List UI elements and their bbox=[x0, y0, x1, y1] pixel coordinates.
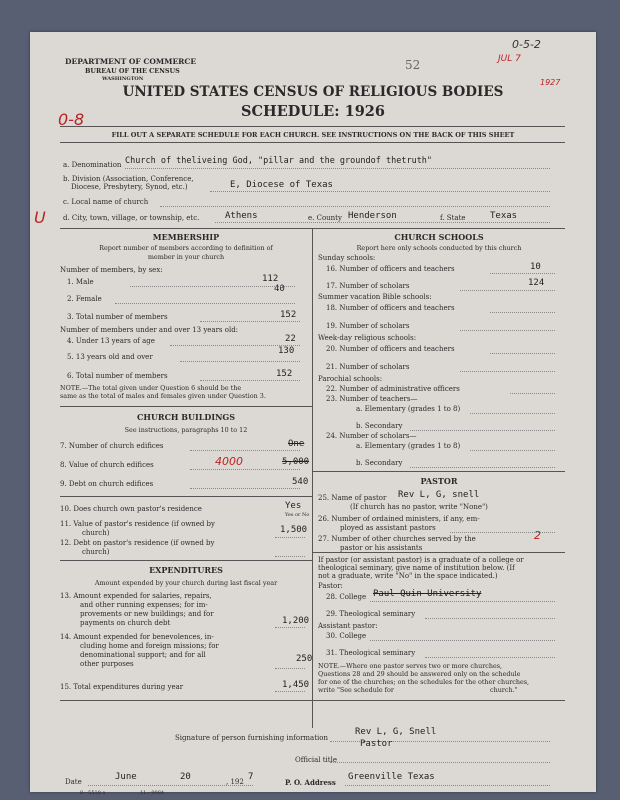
bureau-label: BUREAU OF THE CENSUS bbox=[85, 67, 180, 75]
q14-label-1: 14. Amount expended for benevolences, in- bbox=[60, 633, 214, 641]
q9-label: 9. Debt on church edifices bbox=[60, 480, 154, 488]
q22-label: 22. Number of administrative officers bbox=[326, 385, 460, 393]
official-title-label: Official title bbox=[295, 756, 337, 764]
q8-label: 8. Value of church edifices bbox=[60, 461, 154, 469]
denomination-label: a. Denomination bbox=[63, 161, 122, 169]
expenditures-sub: Amount expended by your church during last fiscal year bbox=[94, 579, 278, 587]
q13-value: 1,200 bbox=[282, 616, 310, 626]
q8-value: 5,000 bbox=[282, 457, 310, 467]
buildings-heading: CHURCH BUILDINGS bbox=[137, 412, 235, 422]
q6-label: 6. Total number of members bbox=[67, 372, 168, 380]
annotation-year: 1927 bbox=[540, 78, 561, 87]
q14-label-3: denominational support; and for all bbox=[80, 651, 206, 659]
schools-sub: Report here only schools conducted by this church bbox=[356, 244, 522, 252]
q9-value: 540 bbox=[292, 477, 309, 487]
q6-value: 152 bbox=[276, 369, 293, 379]
q15-value: 1,450 bbox=[282, 680, 310, 690]
pastor-note2-1: NOTE.—Where one pastor serves two or more churches, bbox=[318, 662, 503, 670]
po-address-label: P. O. Address bbox=[285, 778, 336, 787]
county-value: Henderson bbox=[348, 211, 397, 221]
schools-heading: CHURCH SCHOOLS bbox=[394, 232, 484, 242]
date-label: Date bbox=[65, 778, 82, 786]
official-title-value: Pastor bbox=[360, 739, 393, 749]
sunday-heading: Sunday schools: bbox=[318, 254, 376, 262]
q4-value: 22 bbox=[285, 334, 296, 344]
q7-value: One bbox=[288, 439, 305, 449]
q10-hint: Yes or No bbox=[285, 512, 310, 518]
q13-label-2: and other running expenses; for im- bbox=[80, 601, 208, 609]
q23a-label: a. Elementary (grades 1 to 8) bbox=[356, 405, 461, 413]
annotation-date: JUL 7 bbox=[498, 54, 521, 64]
pastor-note-3: not a graduate, write "No" in the space indicated.) bbox=[318, 572, 498, 580]
buildings-sub: See instructions, paragraphs 10 to 12 bbox=[124, 426, 248, 434]
membership-sub1: Report number of members according to definition of bbox=[99, 244, 273, 252]
parochial-heading: Parochial schools: bbox=[318, 375, 383, 383]
state-label: f. State bbox=[440, 214, 466, 222]
city-value: Athens bbox=[225, 211, 258, 221]
q29-label: 29. Theological seminary bbox=[326, 610, 416, 618]
q10-label: 10. Does church own pastor's residence bbox=[60, 505, 202, 513]
county-label: e. County bbox=[308, 214, 342, 222]
q31-label: 31. Theological seminary bbox=[326, 649, 416, 657]
pastor-note2-2: Questions 28 and 29 should be answered only on the schedule bbox=[318, 670, 521, 678]
q26-label: 26. Number of ordained ministers, if any, em- bbox=[318, 515, 480, 523]
date-month: June bbox=[115, 772, 137, 782]
date-year-prefix: , 192 bbox=[226, 778, 244, 786]
local-name-label: c. Local name of church bbox=[63, 198, 149, 206]
department-label: DEPARTMENT OF COMMERCE bbox=[65, 57, 197, 66]
city-field-label: d. City, town, village, or township, etc. bbox=[63, 214, 200, 222]
q11-value: 1,500 bbox=[280, 525, 308, 535]
q18-label: 18. Number of officers and teachers bbox=[326, 304, 455, 312]
expenditures-heading: EXPENDITURES bbox=[149, 565, 223, 575]
q14-label-4: other purposes bbox=[80, 660, 134, 668]
q19-label: 19. Number of scholars bbox=[326, 322, 410, 330]
pastor-heading: PASTOR bbox=[420, 476, 458, 486]
q23b-label: b. Secondary bbox=[356, 422, 403, 430]
denomination-value: Church of theliveing God, "pillar and the groundof thetruth" bbox=[125, 156, 433, 166]
pastor-note-1: If pastor (or assistant pastor) is a graduate of a college or bbox=[318, 556, 524, 564]
q13-label-1: 13. Amount expended for salaries, repairs, bbox=[60, 592, 212, 600]
q2-label: 2. Female bbox=[67, 295, 102, 303]
q24-label: 24. Number of scholars— bbox=[326, 432, 417, 440]
q16-label: 16. Number of officers and teachers bbox=[326, 265, 455, 273]
q13-label-4: payments on church debt bbox=[80, 619, 171, 627]
q30-label: 30. College bbox=[326, 632, 367, 640]
q12-label-2: church) bbox=[82, 548, 110, 556]
age-heading: Number of members under and over 13 years old: bbox=[60, 326, 239, 334]
q11-label: 11. Value of pastor's residence (if owned by bbox=[60, 520, 215, 528]
print-number: 11—9084 bbox=[140, 790, 165, 796]
city-label: WASHINGTON bbox=[102, 76, 144, 82]
pastor-note-2: theological seminary, give name of institution below. (If bbox=[318, 564, 515, 572]
q7-label: 7. Number of church edifices bbox=[60, 442, 164, 450]
membership-heading: MEMBERSHIP bbox=[152, 232, 220, 242]
division-value: E, Diocese of Texas bbox=[230, 180, 333, 190]
q8-hand-value: 4000 bbox=[215, 455, 243, 468]
instruction-line: FILL OUT A SEPARATE SCHEDULE FOR EACH CHURCH. SEE INSTRUCTIONS ON THE BACK OF THIS SHEET bbox=[111, 131, 515, 139]
q10-value: Yes bbox=[285, 501, 302, 511]
q12-label: 12. Debt on pastor's residence (if owned by bbox=[60, 539, 215, 547]
q25-hint: (If church has no pastor, write "None") bbox=[350, 503, 488, 511]
annotation-left-code: 0-8 bbox=[58, 110, 85, 129]
state-value: Texas bbox=[490, 211, 518, 221]
q25-label: 25. Name of pastor bbox=[318, 494, 387, 502]
q3-label: 3. Total number of members bbox=[67, 313, 168, 321]
q26-label-2: ployed as assistant pastors bbox=[340, 524, 436, 532]
q28-label: 28. College bbox=[326, 593, 367, 601]
q14-value: 250 bbox=[296, 654, 313, 664]
division-label: b. Division (Association, Conference, bbox=[63, 175, 194, 183]
po-address-value: Greenville Texas bbox=[348, 772, 435, 782]
membership-sub2: member in your church bbox=[147, 253, 225, 261]
form-subtitle: SCHEDULE: 1926 bbox=[241, 103, 385, 120]
annotation-left-mark: U bbox=[34, 208, 46, 227]
assistant-sublabel: Assistant pastor: bbox=[318, 622, 378, 630]
q17-value: 124 bbox=[528, 278, 545, 288]
q11-label-2: church) bbox=[82, 529, 110, 537]
form-number: 8—5518 a bbox=[80, 790, 106, 796]
membership-note-2: same as the total of males and females given under Question 3. bbox=[60, 392, 266, 400]
q1-value: 112 bbox=[262, 274, 279, 284]
q15-label: 15. Total expenditures during year bbox=[60, 683, 184, 691]
q1-label: 1. Male bbox=[67, 278, 94, 286]
q3-value: 152 bbox=[280, 310, 297, 320]
weekday-heading: Week-day religious schools: bbox=[318, 334, 417, 342]
q14-label-2: cluding home and foreign missions; for bbox=[80, 642, 219, 650]
q23-label: 23. Number of teachers— bbox=[326, 395, 418, 403]
q4-label: 4. Under 13 years of age bbox=[67, 337, 155, 345]
census-schedule-sheet bbox=[30, 32, 596, 796]
summer-heading: Summer vacation Bible schools: bbox=[318, 293, 432, 301]
q28-value: Paul Quin University bbox=[373, 589, 482, 599]
pastor-note2-4: write "See schedule for bbox=[318, 686, 394, 694]
q27-label: 27. Number of other churches served by the bbox=[318, 535, 476, 543]
q16-value: 10 bbox=[530, 262, 541, 272]
q27-value: 2 bbox=[534, 529, 541, 542]
q13-label-3: provements or new buildings; and for bbox=[80, 610, 214, 618]
division-label-2: Diocese, Presbytery, Synod, etc.) bbox=[71, 183, 188, 191]
membership-note-1: NOTE.—The total given under Question 6 should be the bbox=[60, 384, 242, 392]
q24b-label: b. Secondary bbox=[356, 459, 403, 467]
form-title: UNITED STATES CENSUS OF RELIGIOUS BODIES bbox=[122, 84, 504, 100]
q25-value: Rev L, G, snell bbox=[398, 490, 480, 500]
q24a-label: a. Elementary (grades 1 to 8) bbox=[356, 442, 461, 450]
pastor-note2-5: church." bbox=[490, 686, 518, 694]
q20-label: 20. Number of officers and teachers bbox=[326, 345, 455, 353]
q17-label: 17. Number of scholars bbox=[326, 282, 410, 290]
date-day: 20 bbox=[180, 772, 191, 782]
q5-label: 5. 13 years old and over bbox=[67, 353, 153, 361]
q1-extra-value: 40 bbox=[274, 284, 285, 294]
q27-label-2: pastor or his assistants bbox=[340, 544, 423, 552]
by-sex-label: Number of members, by sex: bbox=[60, 266, 163, 274]
annotation-code: 0-5-2 bbox=[512, 38, 541, 51]
signature-label: Signature of person furnishing information bbox=[175, 734, 329, 742]
pastor-note2-3: for one of the churches; on the schedules for the other churches, bbox=[318, 678, 530, 686]
stamp-number: 52 bbox=[405, 58, 421, 72]
signature-value: Rev L, G, Snell bbox=[355, 727, 437, 737]
q21-label: 21. Number of scholars bbox=[326, 363, 410, 371]
pastor-sublabel: Pastor: bbox=[318, 582, 343, 590]
q5-value: 130 bbox=[278, 346, 295, 356]
date-year-digit: 7 bbox=[248, 772, 254, 782]
